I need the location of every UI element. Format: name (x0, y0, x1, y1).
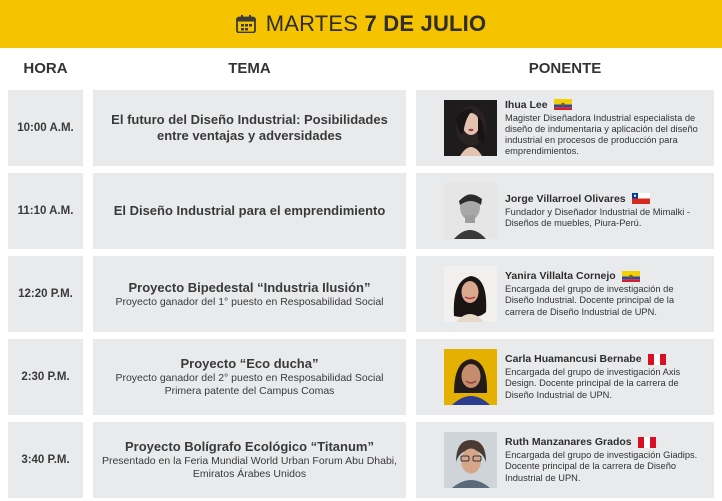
speaker-description: Encargada del grupo de investigación de Diseño Industrial. Docente principal de la carrera de Diseño Industrial de UPN. (505, 284, 674, 317)
session-row (0, 90, 722, 166)
session-theme (93, 339, 406, 415)
session-speaker (416, 173, 714, 249)
session-theme (93, 173, 406, 249)
calendar-icon (236, 15, 256, 33)
peru-flag-icon (638, 437, 656, 448)
speaker-name-text: Carla Huamancusi Bernabe (505, 353, 642, 366)
session-speaker (416, 90, 714, 166)
session-time: 3:40 P.M. (8, 422, 83, 498)
speaker-info (505, 339, 704, 415)
column-header-theme: TEMA (228, 60, 271, 77)
speaker-photo (444, 349, 497, 405)
date-banner (0, 0, 722, 48)
speaker-description: Encargada del grupo de investigación Axis Design. Docente principal de la carrera de Diseño Industrial de UPN. (505, 367, 681, 400)
peru-flag-icon (648, 354, 666, 365)
chile-flag-icon (632, 193, 650, 204)
session-title: El Diseño Industrial para el emprendimiento (113, 203, 386, 218)
session-time: 11:10 A.M. (8, 173, 83, 249)
speaker-photo (444, 183, 497, 239)
speaker-info (505, 256, 704, 332)
speaker-name (505, 436, 704, 448)
session-time: 12:20 P.M. (8, 256, 83, 332)
session-theme (93, 90, 406, 166)
ecuador-flag-icon (554, 99, 572, 110)
session-subtitle: Proyecto ganador del 1° puesto en Resposabilidad Social (115, 295, 384, 308)
speaker-name-text: Ruth Manzanares Grados (505, 436, 632, 449)
speaker-description: Fundador y Diseñador Industrial de Mimalki - Diseños de muebles, Piura-Perú. (505, 206, 690, 228)
speaker-photo (444, 266, 497, 322)
session-speaker (416, 256, 714, 332)
speaker-name (505, 193, 704, 205)
speaker-name (505, 270, 704, 282)
session-row (0, 339, 722, 415)
session-speaker (416, 422, 714, 498)
session-time: 2:30 P.M. (8, 339, 83, 415)
speaker-photo (444, 100, 497, 156)
page-title: MARTES 7 DE JULIO (265, 11, 487, 36)
session-title: Proyecto Bipedestal “Industria Ilusión” (128, 279, 371, 295)
speaker-info (505, 173, 704, 249)
session-time: 10:00 A.M. (8, 90, 83, 166)
session-subtitle: Proyecto ganador del 2° puesto en Resposabilidad Social Primera patente del Campus Comas (115, 372, 384, 397)
session-theme (93, 422, 406, 498)
speaker-name-text: Yanira Villalta Cornejo (505, 270, 616, 283)
speaker-name-text: Ihua Lee (505, 98, 548, 111)
session-title: El futuro del Diseño Industrial: Posibilidades entre ventajas y adversidades (111, 112, 388, 143)
column-header-hour: HORA (23, 60, 68, 77)
session-row (0, 256, 722, 332)
speaker-name (505, 353, 704, 365)
session-title: Proyecto Bolígrafo Ecológico “Titanum” (125, 439, 374, 454)
speaker-description: Magister Diseñadora Industrial especialista de diseño de indumentaria y aplicación del diseño industrial en procesos de producción para emprendimientos. (505, 112, 698, 157)
ecuador-flag-icon (622, 271, 640, 282)
speaker-name (505, 99, 704, 111)
speaker-info (505, 422, 704, 498)
session-row (0, 422, 722, 498)
session-title: Proyecto “Eco ducha” (180, 356, 319, 371)
speaker-description: Encargada del grupo de investigación Giadips. Docente principal de la carrera de Diseño Industrial de UPN. (505, 450, 698, 483)
session-theme (93, 256, 406, 332)
column-header-speaker: PONENTE (528, 60, 602, 77)
session-speaker (416, 339, 714, 415)
session-row (0, 173, 722, 249)
speaker-name-text: Jorge Villarroel Olivares (505, 192, 626, 205)
session-subtitle: Presentado en la Feria Mundial World Urban Forum Abu Dhabi, Emiratos Árabes Unidos (101, 455, 398, 480)
speaker-photo (444, 432, 497, 488)
speaker-info (505, 90, 704, 166)
